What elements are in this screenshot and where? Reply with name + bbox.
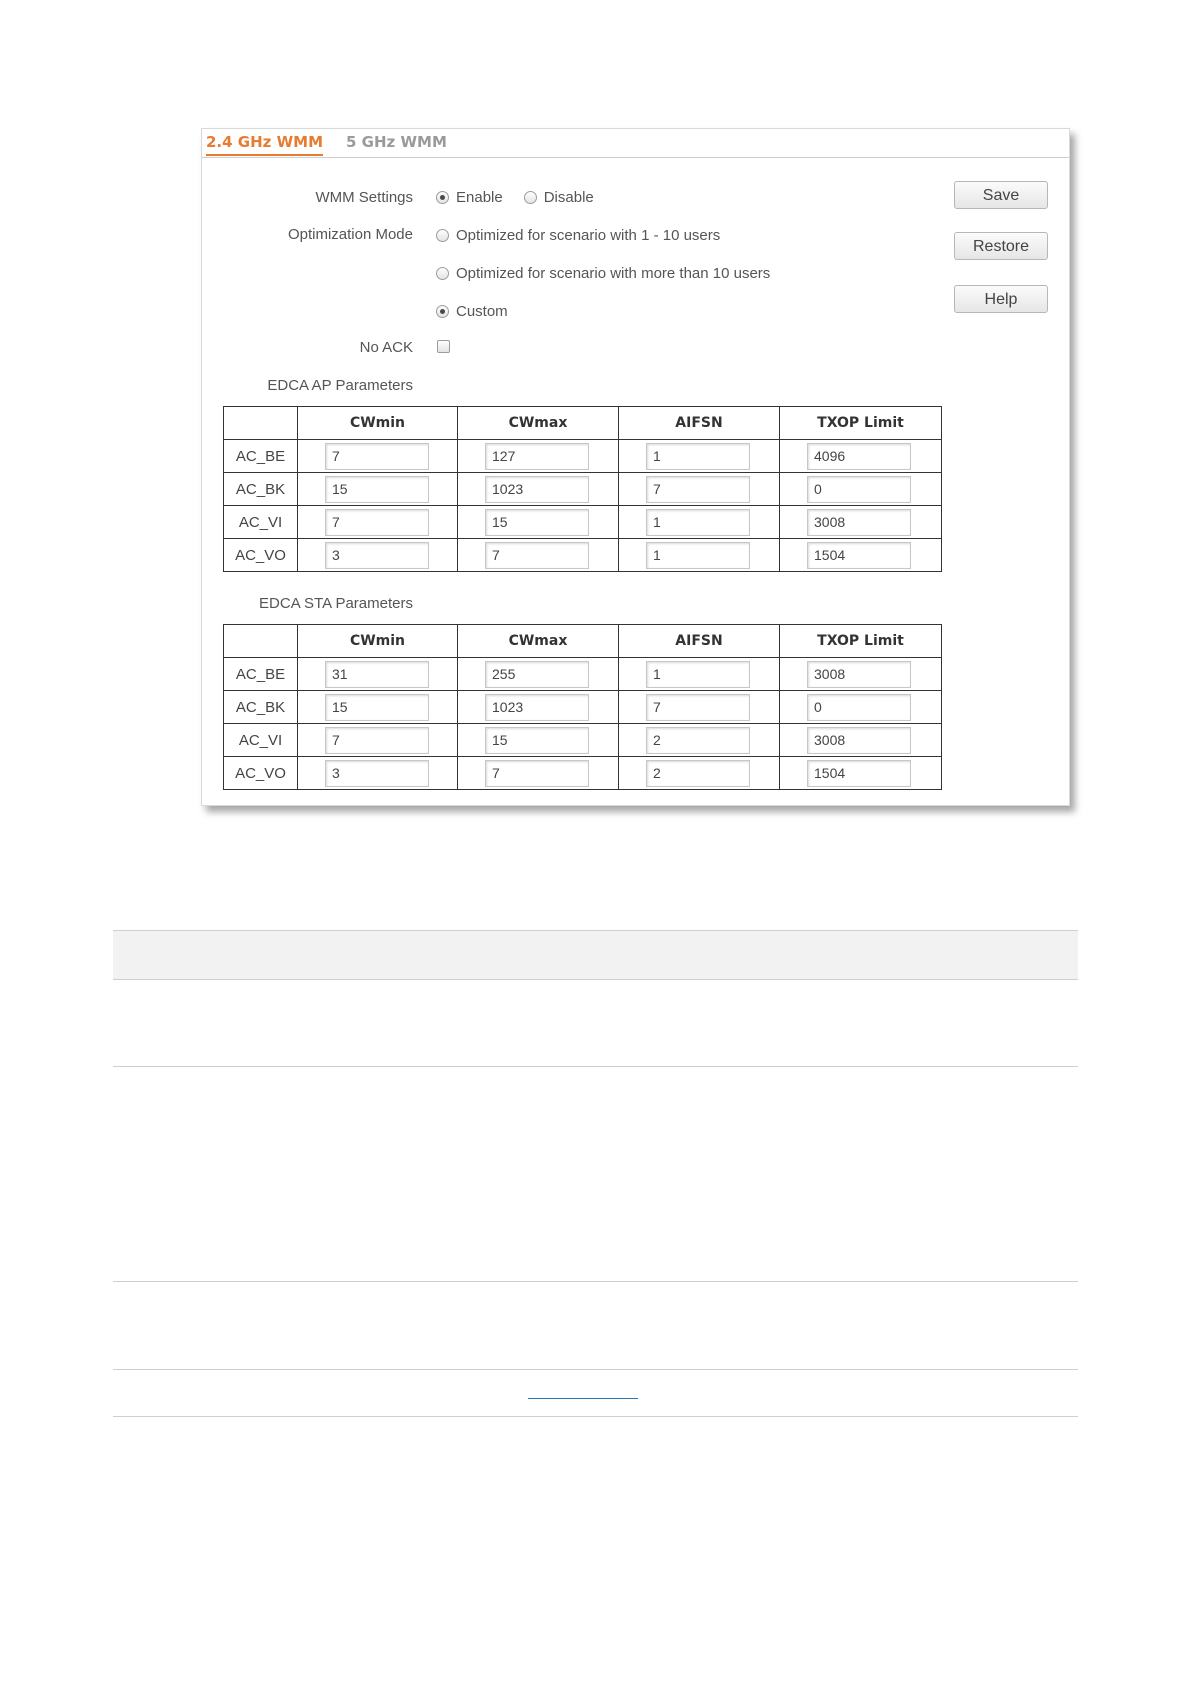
cwmax-input[interactable]: 7: [485, 760, 589, 787]
col-cwmin: CWmin: [298, 625, 458, 658]
aifsn-input[interactable]: 1: [646, 509, 750, 536]
help-button[interactable]: Help: [954, 285, 1048, 313]
doc-table-divider: [113, 1416, 1078, 1417]
cwmax-input[interactable]: 15: [485, 727, 589, 754]
txop-limit-input[interactable]: 4096: [807, 443, 911, 470]
aifsn-input[interactable]: 7: [646, 476, 750, 503]
table-row: [224, 539, 942, 572]
cwmin-input[interactable]: 7: [325, 443, 429, 470]
row-label: AC_BE: [224, 658, 298, 691]
optimization-option-more-than-10[interactable]: [436, 265, 770, 282]
doc-table-divider: [113, 1369, 1078, 1370]
optimization-1-10-label[interactable]: Optimized for scenario with 1 - 10 users: [456, 227, 721, 244]
wmm-settings-group: [436, 189, 594, 206]
optimization-custom-radio[interactable]: [436, 305, 449, 318]
doc-table-header: [113, 930, 1078, 980]
table-row: [224, 473, 942, 506]
save-button[interactable]: Save: [954, 181, 1048, 209]
table-row: [224, 658, 942, 691]
cwmax-input[interactable]: 255: [485, 661, 589, 688]
wmm-settings-label: WMM Settings: [315, 189, 413, 206]
edca-ap-table: [223, 406, 942, 572]
col-txop-limit: TXOP Limit: [780, 625, 942, 658]
aifsn-input[interactable]: 2: [646, 727, 750, 754]
tab-5ghz-wmm[interactable]: 5 GHz WMM: [346, 133, 447, 151]
wmm-disable-radio[interactable]: [524, 191, 537, 204]
cwmin-input[interactable]: 31: [325, 661, 429, 688]
restore-button[interactable]: Restore: [954, 232, 1048, 260]
cwmin-input[interactable]: 3: [325, 760, 429, 787]
row-label: AC_VO: [224, 539, 298, 572]
corner-cell: [224, 407, 298, 440]
col-cwmax: CWmax: [458, 625, 619, 658]
txop-limit-input[interactable]: 3008: [807, 509, 911, 536]
cwmin-input[interactable]: 15: [325, 476, 429, 503]
aifsn-input[interactable]: 1: [646, 443, 750, 470]
edca-ap-label: EDCA AP Parameters: [267, 377, 413, 394]
aifsn-input[interactable]: 1: [646, 542, 750, 569]
table-row: [224, 757, 942, 790]
table-row: [224, 440, 942, 473]
col-cwmax: CWmax: [458, 407, 619, 440]
optimization-mode-label: Optimization Mode: [287, 226, 413, 243]
tab-bar: [202, 129, 1069, 158]
col-aifsn: AIFSN: [619, 625, 780, 658]
col-txop-limit: TXOP Limit: [780, 407, 942, 440]
tab-2-4ghz-wmm[interactable]: 2.4 GHz WMM: [206, 133, 323, 156]
edca-ap-header-row: [224, 407, 942, 440]
aifsn-input[interactable]: 7: [646, 694, 750, 721]
wmm-enable-radio[interactable]: [436, 191, 449, 204]
wmm-enable-label[interactable]: Enable: [456, 189, 503, 206]
aifsn-input[interactable]: 1: [646, 661, 750, 688]
col-cwmin: CWmin: [298, 407, 458, 440]
wmm-settings-panel: [201, 128, 1070, 806]
optimization-more-than-10-label[interactable]: Optimized for scenario with more than 10 users: [456, 265, 771, 282]
row-label: AC_BE: [224, 440, 298, 473]
txop-limit-input[interactable]: 3008: [807, 727, 911, 754]
wmm-disable-label[interactable]: Disable: [543, 189, 594, 206]
optimization-custom-label[interactable]: Custom: [456, 303, 508, 320]
row-label: AC_VO: [224, 757, 298, 790]
cwmax-input[interactable]: 15: [485, 509, 589, 536]
edca-sta-header-row: [224, 625, 942, 658]
cwmin-input[interactable]: 7: [325, 509, 429, 536]
cwmin-input[interactable]: 7: [325, 727, 429, 754]
optimization-option-1-10[interactable]: [436, 227, 720, 244]
txop-limit-input[interactable]: 0: [807, 476, 911, 503]
col-aifsn: AIFSN: [619, 407, 780, 440]
no-ack-checkbox[interactable]: [437, 340, 450, 353]
table-row: [224, 691, 942, 724]
edca-sta-label: EDCA STA Parameters: [259, 595, 413, 612]
corner-cell: [224, 625, 298, 658]
row-label: AC_VI: [224, 506, 298, 539]
edca-sta-table: [223, 624, 942, 790]
doc-table-divider: [113, 1281, 1078, 1282]
cwmin-input[interactable]: 3: [325, 542, 429, 569]
row-label: AC_BK: [224, 691, 298, 724]
txop-limit-input[interactable]: 0: [807, 694, 911, 721]
optimization-more-than-10-radio[interactable]: [436, 267, 449, 280]
doc-link-underline[interactable]: [528, 1398, 638, 1399]
cwmin-input[interactable]: 15: [325, 694, 429, 721]
table-row: [224, 724, 942, 757]
txop-limit-input[interactable]: 1504: [807, 542, 911, 569]
table-row: [224, 506, 942, 539]
cwmax-input[interactable]: 1023: [485, 694, 589, 721]
aifsn-input[interactable]: 2: [646, 760, 750, 787]
cwmax-input[interactable]: 127: [485, 443, 589, 470]
optimization-1-10-radio[interactable]: [436, 229, 449, 242]
txop-limit-input[interactable]: 1504: [807, 760, 911, 787]
doc-table-divider: [113, 1066, 1078, 1067]
cwmax-input[interactable]: 1023: [485, 476, 589, 503]
no-ack-label: No ACK: [359, 339, 413, 356]
txop-limit-input[interactable]: 3008: [807, 661, 911, 688]
row-label: AC_VI: [224, 724, 298, 757]
row-label: AC_BK: [224, 473, 298, 506]
cwmax-input[interactable]: 7: [485, 542, 589, 569]
optimization-option-custom[interactable]: [436, 303, 508, 320]
